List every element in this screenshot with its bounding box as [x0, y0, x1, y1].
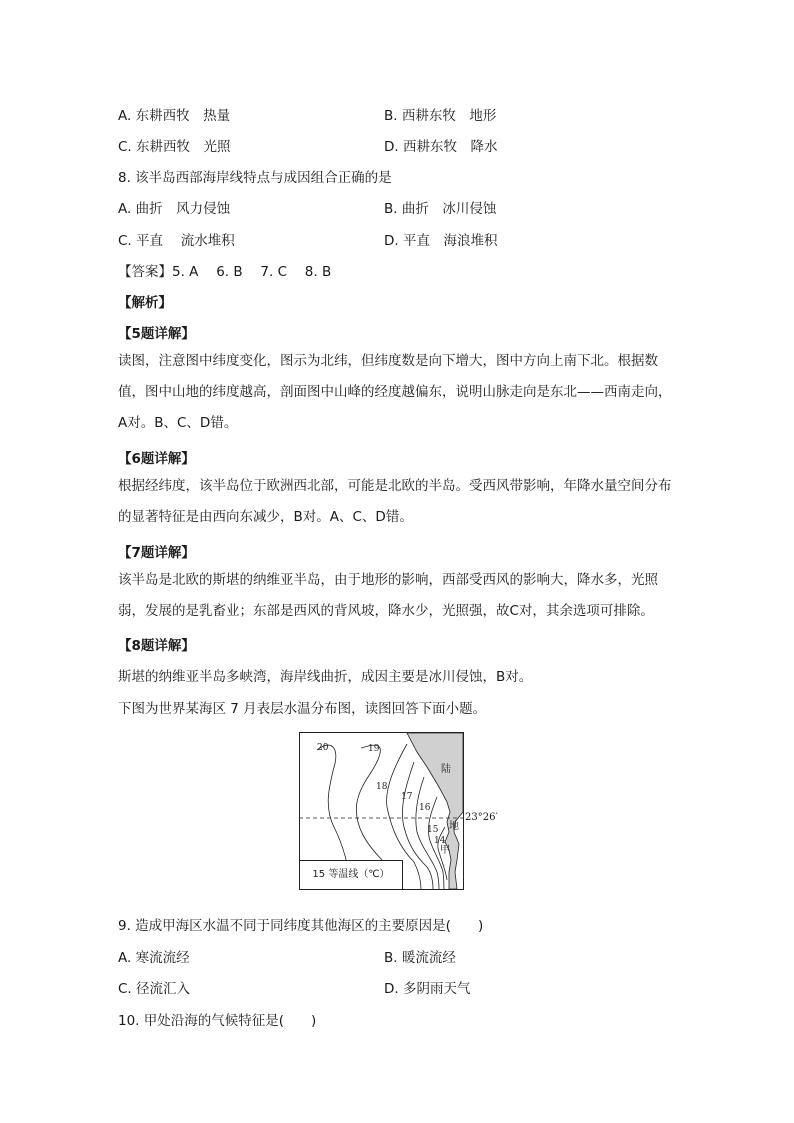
q7-explanation: 该半岛是北欧的斯堪的纳维亚半岛，由于地形的影响，西部受西风的影响大，降水多，光照弱，发展的是乳畜业；东部是西风的背风坡，降水少，光照强，故C对，其余选项可排除。 [118, 572, 658, 619]
isotherm-label-20: 20 [317, 743, 329, 753]
q8-option-b: B. 曲折 冰川侵蚀 [384, 201, 497, 217]
isotherm-label-15: 15 [427, 825, 439, 835]
q7-option-c: C. 东耕西牧 光照 [118, 139, 231, 155]
land-label-di: 地 [449, 821, 459, 832]
isotherm-map [299, 732, 498, 890]
q8-heading: 【8题详解】 [118, 638, 195, 654]
analysis-heading: 【解析】 [118, 295, 172, 311]
isotherm-label-19: 19 [368, 744, 380, 754]
answer-line: 【答案】5. A 6. B 7. C 8. B [118, 264, 332, 280]
land-label-lu: 陆 [441, 764, 451, 775]
q8-option-a: A. 曲折 风力侵蚀 [118, 201, 231, 217]
q8-option-d: D. 平直 海浪堆积 [384, 233, 498, 249]
jia-label: 甲 [440, 845, 450, 856]
q7-option-d: D. 西耕东牧 降水 [384, 139, 498, 155]
isotherm-label-16: 16 [419, 803, 431, 813]
q9-option-d: D. 多阴雨天气 [384, 981, 471, 997]
q5-explanation: 读图，注意图中纬度变化，图示为北纬，但纬度数是向下增大，图中方向上南下北。根据数值，图中山地的纬度越高，剖面图中山峰的经度越偏东，说明山脉走向是东北——西南走向，A对。B、C、D错。 [118, 353, 672, 431]
q5-heading: 【5题详解】 [118, 326, 195, 342]
q7-option-a: A. 东耕西牧 热量 [118, 108, 231, 124]
q9-option-a: A. 寒流流经 [118, 950, 190, 966]
q10-stem: 10. 甲处沿海的气候特征是( ) [118, 1013, 317, 1029]
isotherm-label-17: 17 [401, 792, 413, 802]
figure-intro: 下图为世界某海区 7 月表层水温分布图，读图回答下面小题。 [118, 701, 487, 717]
q7-heading: 【7题详解】 [118, 545, 195, 561]
q6-heading: 【6题详解】 [118, 451, 195, 467]
legend-text: 15 等温线（℃） [312, 869, 390, 880]
map-legend [300, 860, 403, 889]
q9-stem: 9. 造成甲海区水温不同于同纬度其他海区的主要原因是( ) [118, 918, 484, 934]
isotherm-label-14: 14 [434, 836, 446, 846]
latitude-label: 23°26′ [465, 812, 498, 823]
q7-option-b: B. 西耕东牧 地形 [384, 108, 497, 124]
isotherm-label-18: 18 [376, 782, 388, 792]
q9-option-c: C. 径流汇入 [118, 981, 191, 997]
q9-option-b: B. 暖流流经 [384, 950, 456, 966]
q8-stem: 8. 该半岛西部海岸线特点与成因组合正确的是 [118, 170, 392, 186]
q8-option-c: C. 平直 流水堆积 [118, 233, 235, 249]
q6-explanation: 根据经纬度，该半岛位于欧洲西北部，可能是北欧的半岛。受西风带影响，年降水量空间分布的显著特征是由西向东减少，B对。A、C、D错。 [118, 478, 672, 525]
q8-explanation: 斯堪的纳维亚半岛多峡湾，海岸线曲折，成因主要是冰川侵蚀，B对。 [118, 669, 533, 685]
